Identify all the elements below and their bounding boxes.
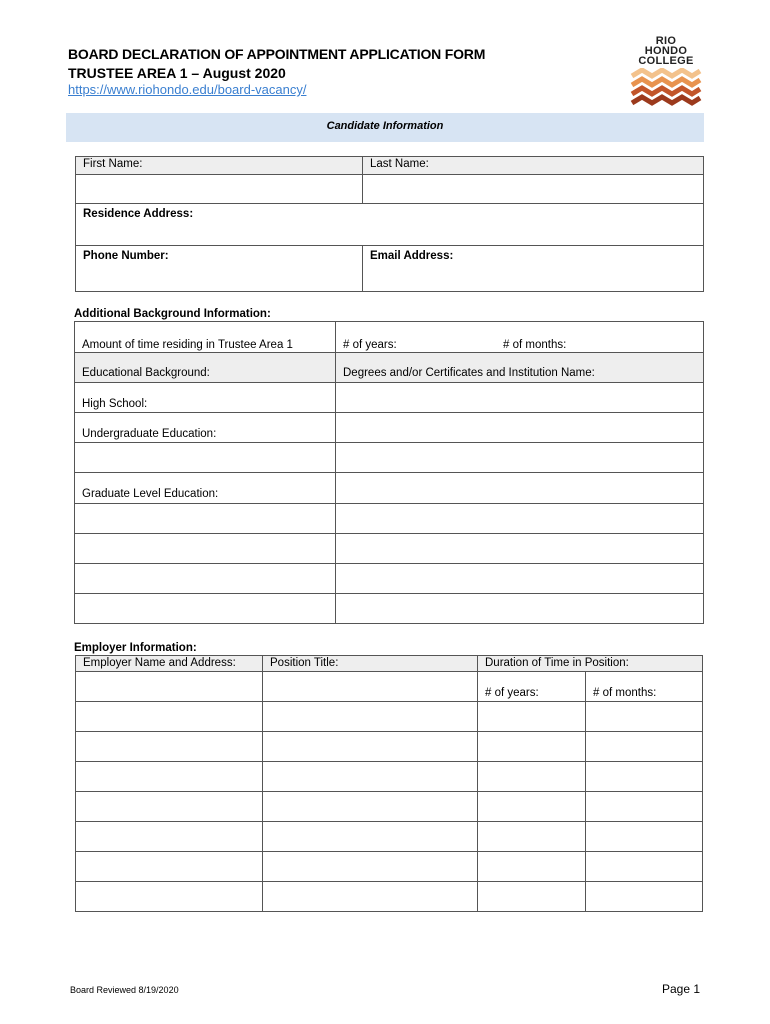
undergrad-field-2[interactable] xyxy=(336,443,704,473)
months-entry-4[interactable] xyxy=(586,762,703,792)
graduate-entry-field-1[interactable] xyxy=(75,504,336,534)
position-entry-4[interactable] xyxy=(263,762,478,792)
background-table xyxy=(74,321,704,624)
background-heading: Additional Background Information: xyxy=(74,308,271,320)
first-name-field[interactable] xyxy=(76,175,363,204)
employer-entry-5[interactable] xyxy=(76,792,263,822)
graduate-field-4[interactable] xyxy=(336,564,704,594)
employer-heading: Employer Information: xyxy=(74,642,197,654)
employer-entry-1[interactable] xyxy=(76,672,263,702)
position-entry-6[interactable] xyxy=(263,822,478,852)
employer-entry-3[interactable] xyxy=(76,732,263,762)
employer-entry-6[interactable] xyxy=(76,822,263,852)
employer-entry-4[interactable] xyxy=(76,762,263,792)
first-name-label: First Name: xyxy=(76,157,363,175)
graduate-field-1[interactable] xyxy=(336,473,704,504)
graduate-field-5[interactable] xyxy=(336,594,704,624)
undergrad-field-1[interactable] xyxy=(336,413,704,443)
email-address-field[interactable] xyxy=(363,246,704,292)
employer-entry-8[interactable] xyxy=(76,882,263,912)
degrees-label: Degrees and/or Certificates and Institution Name: xyxy=(336,353,704,383)
graduate-entry-field-4[interactable] xyxy=(75,594,336,624)
high-school-field[interactable] xyxy=(336,383,704,413)
undergrad-label: Undergraduate Education: xyxy=(75,413,336,443)
duration-label: Duration of Time in Position: xyxy=(478,656,703,672)
candidate-table xyxy=(75,156,704,292)
candidate-info-heading: Candidate Information xyxy=(326,120,444,132)
employer-years-label: # of years: xyxy=(478,672,586,702)
months-entry-6[interactable] xyxy=(586,822,703,852)
months-entry-3[interactable] xyxy=(586,732,703,762)
years-entry-8[interactable] xyxy=(478,882,586,912)
logo-wave-icon xyxy=(628,68,704,108)
form-subtitle: TRUSTEE AREA 1 – August 2020 xyxy=(68,65,286,81)
position-entry-8[interactable] xyxy=(263,882,478,912)
residing-label: Amount of time residing in Trustee Area 1 xyxy=(75,322,336,353)
high-school-label: High School: xyxy=(75,383,336,413)
undergrad-entry-field[interactable] xyxy=(75,443,336,473)
employer-table xyxy=(75,655,703,912)
residence-address-field[interactable] xyxy=(76,204,704,246)
residence-address-label: Residence Address: xyxy=(83,208,194,220)
position-entry-2[interactable] xyxy=(263,702,478,732)
years-entry-6[interactable] xyxy=(478,822,586,852)
months-entry-5[interactable] xyxy=(586,792,703,822)
candidate-info-banner xyxy=(66,113,704,142)
employer-entry-7[interactable] xyxy=(76,852,263,882)
months-entry-8[interactable] xyxy=(586,882,703,912)
residing-duration-field[interactable] xyxy=(336,322,704,353)
years-entry-5[interactable] xyxy=(478,792,586,822)
rio-hondo-logo xyxy=(628,36,704,108)
position-entry-7[interactable] xyxy=(263,852,478,882)
months-entry-7[interactable] xyxy=(586,852,703,882)
employer-entry-2[interactable] xyxy=(76,702,263,732)
phone-number-label: Phone Number: xyxy=(83,250,169,262)
board-vacancy-link[interactable]: https://www.riohondo.edu/board-vacancy/ xyxy=(68,82,307,97)
graduate-field-2[interactable] xyxy=(336,504,704,534)
years-entry-7[interactable] xyxy=(478,852,586,882)
months-entry-2[interactable] xyxy=(586,702,703,732)
years-entry-2[interactable] xyxy=(478,702,586,732)
phone-number-field[interactable] xyxy=(76,246,363,292)
logo-word-rio: RIO xyxy=(655,35,677,47)
position-entry-5[interactable] xyxy=(263,792,478,822)
residing-years-label: # of years: xyxy=(343,339,397,351)
years-entry-4[interactable] xyxy=(478,762,586,792)
form-title: BOARD DECLARATION OF APPOINTMENT APPLICATION FORM xyxy=(68,46,486,62)
graduate-entry-field-2[interactable] xyxy=(75,534,336,564)
last-name-label: Last Name: xyxy=(363,157,704,175)
logo-word-hondo: HONDO xyxy=(644,45,688,57)
employer-name-label: Employer Name and Address: xyxy=(76,656,263,672)
years-entry-3[interactable] xyxy=(478,732,586,762)
employer-months-label: # of months: xyxy=(586,672,703,702)
email-address-label: Email Address: xyxy=(370,250,454,262)
page-number: Page 1 xyxy=(662,982,701,996)
board-reviewed-note: Board Reviewed 8/19/2020 xyxy=(70,985,179,995)
position-entry-1[interactable] xyxy=(263,672,478,702)
graduate-label: Graduate Level Education: xyxy=(75,473,336,504)
position-entry-3[interactable] xyxy=(263,732,478,762)
position-title-label: Position Title: xyxy=(263,656,478,672)
logo-word-college: COLLEGE xyxy=(638,55,694,67)
residing-months-label: # of months: xyxy=(503,339,567,351)
last-name-field[interactable] xyxy=(363,175,704,204)
graduate-entry-field-3[interactable] xyxy=(75,564,336,594)
graduate-field-3[interactable] xyxy=(336,534,704,564)
educational-background-label: Educational Background: xyxy=(75,353,336,383)
